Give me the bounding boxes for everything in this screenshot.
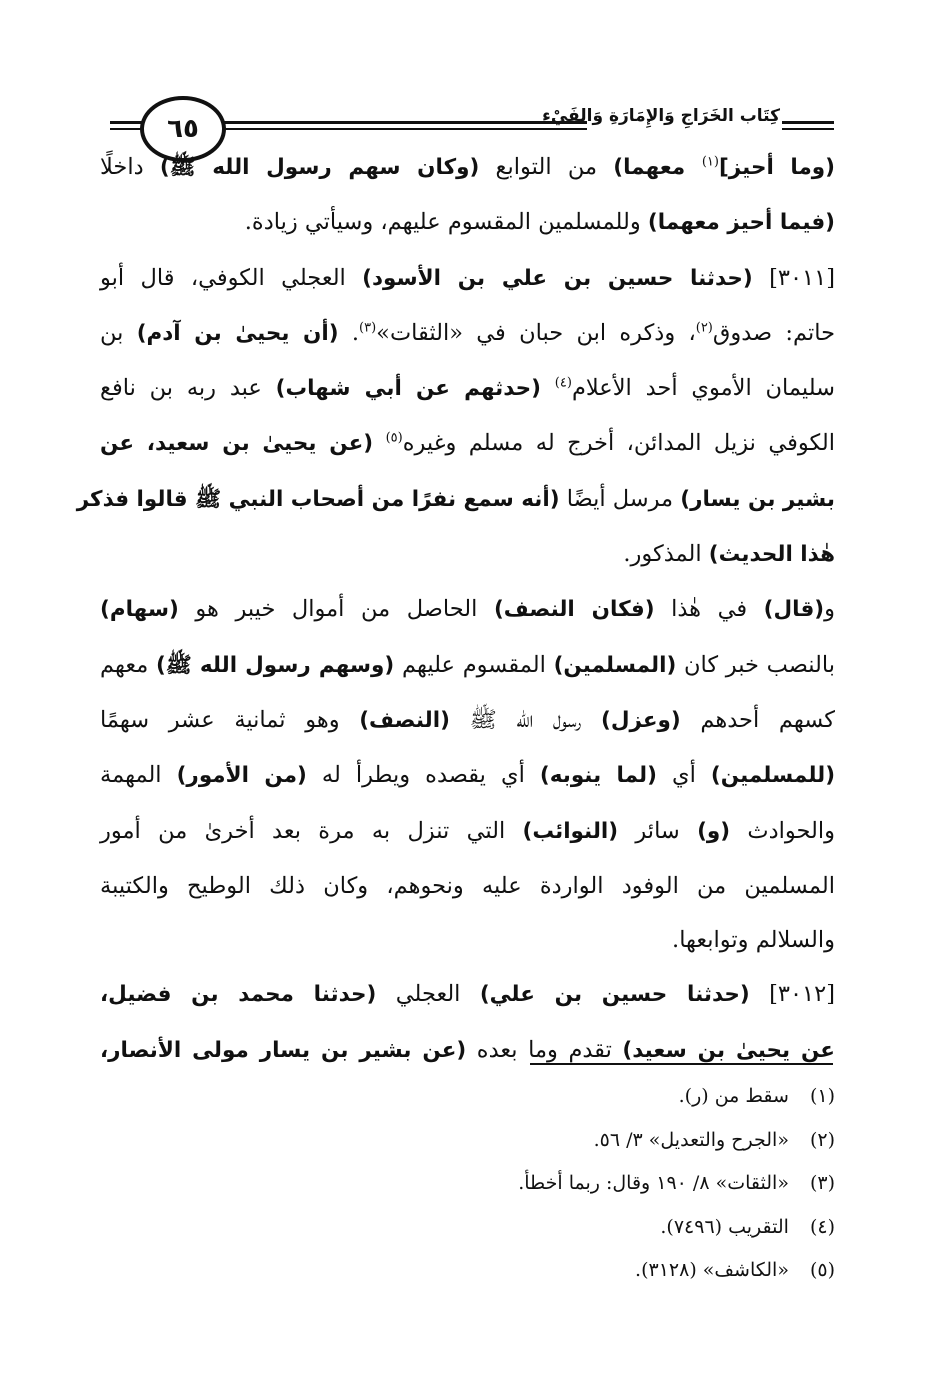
bold-text: (حدثنا محمد بن فضيل،	[100, 982, 377, 1008]
text-line	[100, 251, 835, 306]
plain-text: [٣٠١٢]	[749, 981, 835, 1008]
plain-text: الحاصل من أموال خيبر هو	[178, 596, 494, 623]
footnote-ref: (١)	[701, 154, 719, 170]
bold-text: (من الأمور)	[176, 763, 307, 789]
bold-text: (حدثهم عن أبي شهاب)	[275, 376, 541, 402]
footnote-number: (٤)	[809, 1215, 835, 1238]
plain-text: وللمسلمين المقسوم عليهم، وسيأتي زيادة.	[244, 209, 648, 236]
text-line	[100, 416, 835, 471]
footnote	[300, 1162, 835, 1206]
plain-text: .	[338, 319, 360, 346]
plain-text: كسهم أحدهم	[680, 706, 835, 733]
plain-text: حاتم: صدوق	[712, 319, 835, 346]
plain-text: داخلًا	[100, 154, 160, 180]
bold-text: معهما)	[613, 155, 702, 180]
footnote	[300, 1119, 835, 1163]
bold-text: (المسلمين)	[553, 652, 677, 678]
plain-text: المقسوم عليهم	[394, 651, 554, 678]
footnote-ref: (٣)	[359, 320, 377, 336]
footnote-text: التقريب (٧٤٩٦).	[660, 1215, 789, 1238]
text-line	[100, 306, 835, 361]
text-line	[100, 638, 835, 693]
footnote-separator	[530, 1063, 833, 1065]
plain-text: ، وذكره ابن حبان في «الثقات»	[376, 319, 696, 346]
footnotes	[300, 1075, 835, 1293]
header-rule	[782, 121, 834, 124]
plain-text: المذكور.	[623, 541, 709, 568]
footnote-text: «الكاشف» (٣١٢٨).	[635, 1259, 789, 1281]
plain-text	[373, 430, 385, 456]
bold-text: (أنه سمع نفرًا من أصحاب النبي ﷺ قالوا فذكر	[76, 486, 560, 512]
plain-text: سائر	[618, 817, 698, 844]
text-line	[100, 804, 835, 859]
footnote-text: سقط من (ر).	[678, 1085, 789, 1107]
text-line	[100, 195, 835, 250]
bold-text: (وسهم رسول الله ﷺ)	[155, 652, 395, 678]
plain-text: وهو ثمانية عشر سهمًا	[100, 706, 360, 733]
plain-text: أي	[656, 762, 711, 789]
plain-text: الكوفي نزيل المدائن، أخرج له مسلم وغيره	[402, 430, 835, 457]
bold-text: (للمسلمين)	[710, 763, 836, 789]
text-line	[100, 582, 835, 637]
bold-text: (أن يحيىٰ بن آدم)	[136, 320, 339, 346]
plain-text: رسول الله ﷺ	[449, 706, 601, 733]
plain-text: العجلي الكوفي، قال أبو	[100, 264, 363, 291]
footnote-text: «الثقات» ٨/ ١٩٠ وقال: ربما أخطأ.	[518, 1172, 789, 1194]
text-line	[100, 859, 835, 913]
plain-text: [٣٠١١]	[752, 264, 835, 291]
main-text	[76, 140, 836, 1078]
text-line	[100, 1023, 835, 1078]
plain-text: مرسل أيضًا	[559, 485, 681, 512]
plain-text: العجلي	[376, 981, 480, 1008]
bold-text: (عن يحيىٰ بن سعيد، عن	[100, 431, 374, 457]
plain-text: والسلالم وتوابعها.	[672, 927, 835, 954]
footnote-ref: (٢)	[695, 320, 713, 336]
plain-text: والحوادث	[730, 817, 835, 844]
plain-text: التي تنزل به مرة بعد أخرىٰ من أمور	[100, 817, 523, 844]
bold-text: (حدثنا حسين بن علي بن الأسود)	[362, 265, 753, 291]
plain-text: أي يقصده ويطرأ له	[306, 762, 540, 789]
bold-text: (حدثنا حسين بن علي)	[479, 982, 750, 1008]
plain-text: سليمان الأموي أحد الأعلام	[571, 375, 836, 402]
bold-text: عن يحيىٰ بن سعيد)	[622, 1037, 835, 1063]
bold-text: (قال)	[763, 597, 825, 623]
plain-text: المسلمين من الوفود الواردة عليه ونحوهم، وكان ذلك الوطيح والكتيبة	[100, 872, 835, 899]
footnote-number: (٢)	[809, 1128, 835, 1151]
bold-text: (سهام)	[100, 597, 179, 623]
page-number: ٦٥	[140, 96, 226, 162]
text-line	[100, 748, 835, 803]
footnote-number: (٥)	[809, 1259, 835, 1281]
bold-text: (وكان سهم رسول الله ﷺ)	[159, 155, 480, 180]
text-line	[100, 140, 835, 195]
footnote-text: «الجرح والتعديل» ٣/ ٥٦.	[593, 1128, 789, 1151]
text-line	[100, 361, 835, 416]
header-rule	[782, 128, 834, 130]
bold-text: (النوائب)	[522, 818, 619, 844]
bold-text: هٰذا الحديث)	[708, 542, 835, 568]
text-line	[100, 967, 835, 1022]
header-rule	[212, 121, 587, 124]
bold-text: (لما ينوبه)	[539, 763, 657, 789]
bold-text: (وما أحيز]	[718, 155, 835, 180]
plain-text: معهم	[100, 651, 156, 678]
footnote	[300, 1249, 835, 1293]
plain-text	[541, 375, 555, 401]
plain-text: بالنصب خبر كان	[676, 651, 836, 678]
bold-text: (فيما أحيز معهما)	[647, 210, 835, 236]
text-line	[100, 913, 835, 967]
plain-text: من التوابع	[479, 154, 614, 180]
running-title: كِتَاب الخَرَاجِ وَالإِمَارَةِ وَالفَيْءِ	[542, 106, 780, 126]
footnote-ref: (٤)	[554, 375, 572, 391]
bold-text: (عن بشير بن يسار مولى الأنصار،	[100, 1037, 467, 1063]
plain-text: في هٰذا	[654, 596, 764, 623]
footnote-number: (١)	[809, 1085, 835, 1107]
bold-text: (النصف)	[359, 707, 450, 733]
plain-text: تقدم وما بعده	[466, 1036, 623, 1063]
footnote	[300, 1075, 835, 1119]
bold-text: (وعزل)	[601, 707, 681, 733]
plain-text: المهمة	[100, 762, 177, 789]
footnote	[300, 1206, 835, 1250]
footnote-number: (٣)	[809, 1172, 835, 1194]
plain-text: بن	[100, 319, 137, 346]
text-line	[100, 527, 835, 582]
bold-text: (فكان النصف)	[493, 597, 655, 623]
footnote-ref: (٥)	[385, 430, 403, 446]
text-line	[76, 472, 835, 527]
plain-text: و	[824, 596, 836, 623]
bold-text: بشير بن يسار)	[680, 486, 835, 512]
plain-text: عبد ربه بن نافع	[100, 375, 276, 402]
bold-text: (و)	[697, 818, 731, 844]
header-rule	[212, 128, 587, 130]
text-line	[100, 693, 835, 748]
